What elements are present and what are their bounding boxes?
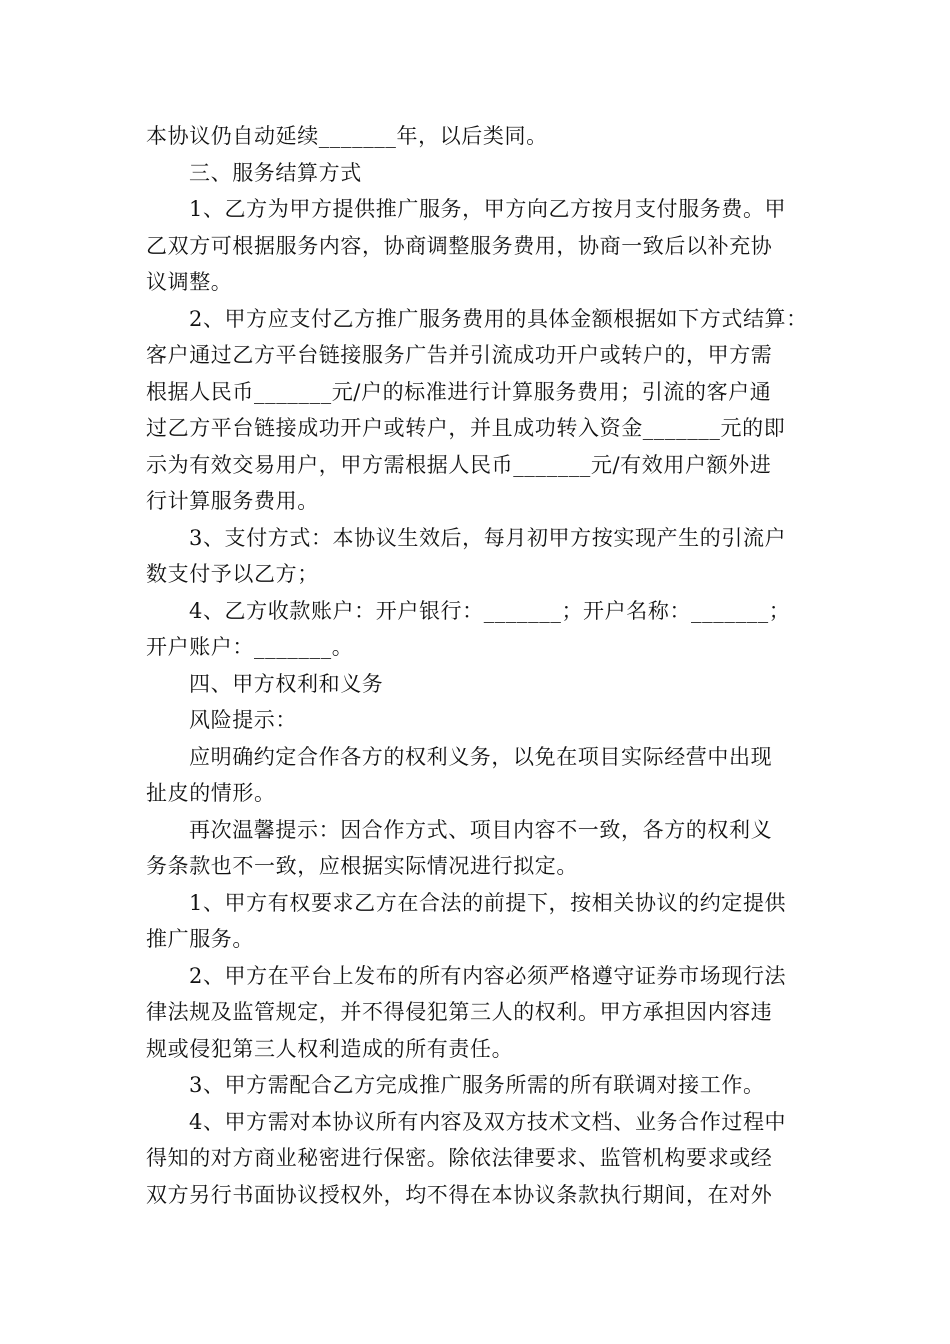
document-body (146, 118, 816, 1213)
text-line: 本协议仍自动延续_______年，以后类同。 (146, 124, 548, 148)
text-line: 双方另行书面协议授权外，均不得在本协议条款执行期间，在对外 (146, 1182, 773, 1207)
text-line: 行计算服务费用。 (146, 489, 319, 513)
text-line: 再次温馨提示：因合作方式、项目内容不一致，各方的权利义 (189, 817, 773, 842)
text-line: 议调整。 (146, 270, 233, 294)
text-line: 2、甲方应支付乙方推广服务费用的具体金额根据如下方式结算： (189, 306, 808, 331)
text-line: 4、乙方收款账户：开户银行：_______；开户名称：_______； (189, 598, 791, 623)
text-line: 推广服务。 (146, 927, 254, 951)
text-line: 规或侵犯第三人权利造成的所有责任。 (146, 1036, 514, 1061)
text-line: 数支付予以乙方； (146, 562, 319, 586)
text-line: 得知的对方商业秘密进行保密。除依法律要求、监管机构要求或经 (146, 1146, 773, 1170)
text-line: 应明确约定合作各方的权利义务，以免在项目实际经营中出现 (189, 744, 773, 769)
text-line: 务条款也不一致，应根据实际情况进行拟定。 (146, 854, 578, 878)
text-line: 根据人民币_______元/户的标准进行计算服务费用；引流的客户通 (146, 379, 772, 404)
text-line: 2、甲方在平台上发布的所有内容必须严格遵守证券市场现行法 (189, 963, 787, 988)
text-line: 3、甲方需配合乙方完成推广服务所需的所有联调对接工作。 (189, 1073, 765, 1097)
text-line: 律法规及监管规定，并不得侵犯第三人的权利。甲方承担因内容违 (146, 1000, 773, 1024)
text-line: 1、甲方有权要求乙方在合法的前提下，按相关协议的约定提供 (189, 890, 787, 915)
text-line: 过乙方平台链接成功开户或转户，并且成功转入资金_______元的即 (146, 416, 786, 440)
text-line: 风险提示： (189, 708, 297, 732)
text-line: 4、甲方需对本协议所有内容及双方技术文档、业务合作过程中 (189, 1109, 787, 1134)
text-line: 客户通过乙方平台链接服务广告并引流成功开户或转户的，甲方需 (146, 343, 773, 367)
text-line: 1、乙方为甲方提供推广服务，甲方向乙方按月支付服务费。甲 (189, 197, 787, 221)
text-line: 乙双方可根据服务内容，协商调整服务费用，协商一致后以补充协 (146, 233, 773, 258)
text-line: 3、支付方式：本协议生效后，每月初甲方按实现产生的引流户 (189, 525, 787, 550)
text-line: 三、服务结算方式 (189, 160, 362, 185)
text-line: 四、甲方权利和义务 (189, 671, 384, 696)
text-line: 扯皮的情形。 (146, 781, 276, 805)
text-line: 示为有效交易用户，甲方需根据人民币_______元/有效用户额外进 (146, 452, 772, 477)
text-line: 开户账户：_______。 (146, 635, 354, 659)
